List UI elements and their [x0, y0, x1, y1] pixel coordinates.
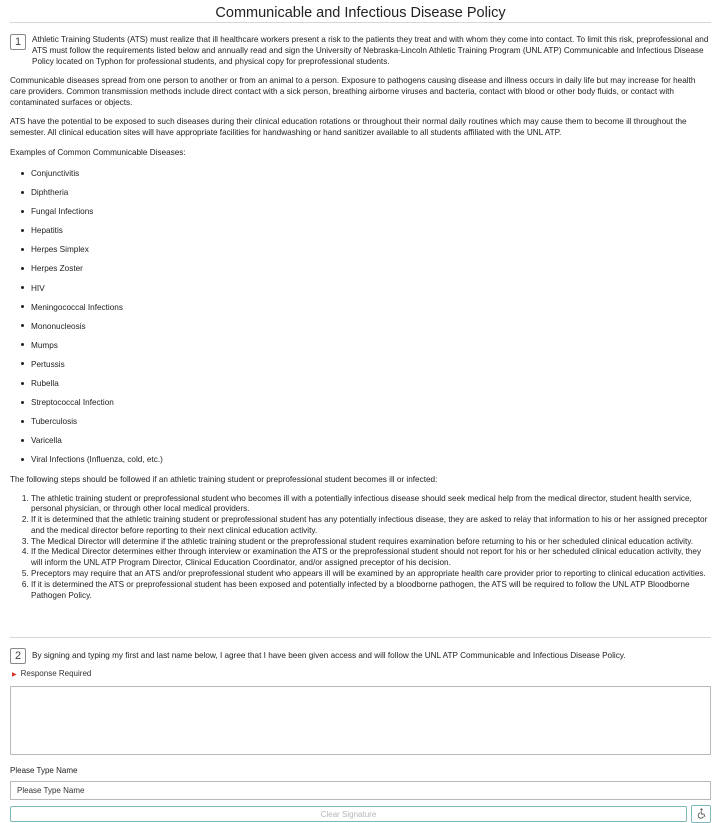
steps-heading: The following steps should be followed if an athletic training student or preprofessional student becomes ill or infected: — [10, 474, 438, 484]
list-item: Mononucleosis — [20, 321, 711, 340]
required-label: Response Required — [20, 669, 92, 679]
step-item: 4. If the Medical Director determines either through interview or examination the ATS or the preprofessional student should not report for his or her scheduled clinical education activity, they will inform the UNL ATP Program Director, Clinical Education Coordinator, and/or assigned preceptor of his decision. — [31, 547, 711, 569]
steps-list — [10, 494, 711, 602]
step-item: 6. If it is determined the ATS or preprofessional student has been exposed and potentially infected by a bloodborne pathogen, the ATS will be required to follow the UNL ATP Bloodborne Pathogen Policy. — [31, 580, 711, 602]
signature-controls — [10, 806, 711, 823]
list-item: Tuberculosis — [20, 416, 711, 435]
step-item: 2. If it is determined that the athletic training student or preprofessional student has any potentially infectious disease, they are asked to relay that information to his or her assigned preceptor and the medical director before reporting to their next clinical education activity. — [31, 515, 711, 537]
section-divider — [10, 637, 711, 638]
response-required-indicator — [10, 668, 711, 681]
question-2 — [10, 648, 711, 661]
agreement-prompt: By signing and typing my first and last name below, I agree that I have been given access and will follow the UNL ATP Communicable and Infectious Disease Policy. — [32, 651, 626, 661]
exposure-paragraph: ATS have the potential to be exposed to such diseases during their clinical education rotations or throughout their normal daily routines which may cause them to become ill throughout the semester. All clinical education sites will have appropriate facilities for handwashing or hand sanitizer available to all students affiliated with the UNL ATP. — [10, 117, 687, 137]
page-title: Communicable and Infectious Disease Policy — [215, 5, 506, 21]
list-item: HIV — [20, 283, 711, 302]
list-item: Herpes Zoster — [20, 263, 711, 282]
list-item: Diphtheria — [20, 187, 711, 206]
examples-heading: Examples of Common Communicable Diseases: — [10, 148, 186, 157]
accessibility-button[interactable] — [691, 805, 711, 823]
name-input[interactable]: Please Type Name — [10, 781, 711, 800]
list-item: Meningococcal Infections — [20, 302, 711, 321]
step-item: 5. Preceptors may require that an ATS and/or preprofessional student who appears ill will be examined by an appropriate health care provider prior to reporting to clinical education activities. — [31, 569, 711, 580]
list-item: Herpes Simplex — [20, 244, 711, 263]
disease-list — [10, 168, 711, 474]
step-item: 3. The Medical Director will determine if the athletic training student or the preprofessional student requires examination before returning to his or her scheduled clinical education activity. — [31, 537, 711, 548]
list-item: Fungal Infections — [20, 206, 711, 225]
list-item: Varicella — [20, 435, 711, 454]
list-item: Rubella — [20, 378, 711, 397]
list-item: Viral Infections (Influenza, cold, etc.) — [20, 454, 711, 473]
question-1 — [10, 23, 711, 67]
intro-paragraph: Athletic Training Students (ATS) must realize that ill healthcare workers present a risk to the patients they treat and with whom they come into contact. To limit this risk, preprofessional and ATS must follow the requirements listed below and annually read and sign the University of Nebraska-Lincoln Athletic Training Program (UNL ATP) Communicable and Infectious Disease Policy located on Typhon for professional students, and physical copy for preprofessional students. — [32, 35, 709, 66]
list-item: Hepatitis — [20, 225, 711, 244]
name-label: Please Type Name — [10, 766, 78, 776]
list-item: Streptococcal Infection — [20, 397, 711, 416]
list-item: Pertussis — [20, 359, 711, 378]
list-item: Conjunctivitis — [20, 168, 711, 187]
signature-pad[interactable] — [10, 686, 711, 755]
transmission-paragraph: Communicable diseases spread from one person to another or from an animal to a person. Exposure to pathogens causing disease and illness occurs in daily life but may increase for health care providers. Common transmission methods include direct contact with a sick person, breathing airborne viruses and bacteria, contact with blood or other body fluids, or contact with contaminated surfaces or objects. — [10, 76, 696, 107]
step-item: 1. The athletic training student or preprofessional student who becomes ill with a potentially infectious disease should seek medical help from the medical director, student health service, personal physician, or through other local medical providers. — [31, 494, 711, 516]
required-triangle-icon: ▶ — [12, 672, 17, 679]
question-number-2: 2 — [10, 648, 26, 664]
question-number-1: 1 — [10, 34, 26, 50]
wheelchair-icon — [696, 807, 707, 822]
list-item: Mumps — [20, 340, 711, 359]
clear-signature-button[interactable]: Clear Signature — [10, 806, 687, 822]
